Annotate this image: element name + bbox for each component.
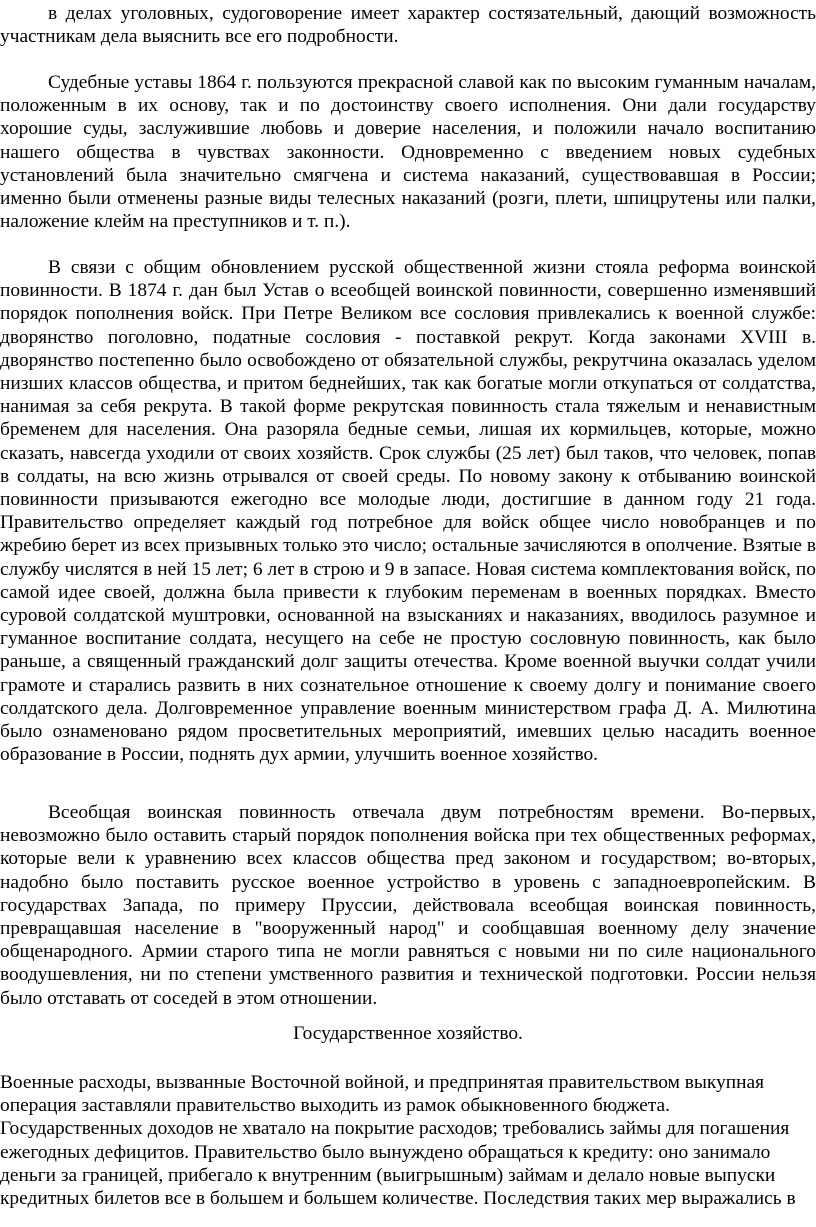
text-line: Государственных доходов не хватало на покрытие расходов; требовались займы для погашения <box>0 1118 790 1140</box>
text-line: кредитных билетов все в большем и большем количестве. Последствия таких мер выражались в <box>0 1188 796 1210</box>
text-line: деньги за границей, прибегало к внутренним (выигрышным) займам и делало новые выпуски <box>0 1164 776 1186</box>
section-heading: Государственное хозяйство. <box>293 1023 523 1044</box>
paragraph-criminal-proceedings: в делах уголовных, судоговорение имеет характер состязательный, дающий возможность участникам дела выяснить все его подробности. <box>0 3 816 48</box>
paragraph-universal-conscription: Всеобщая воинская повинность отвечала двум потребностям времени. Во-первых, невозможно было оставить старый порядок пополнения войска при тех общественных реформах, которые вели к уравнению всех классов общества пред законом и государством; во-вторых, надобно было поставить русское военное устройство в уровень с западноевропейским. В государствах Запада, по примеру Пруссии, действовала всеобщая воинская повинность, превращавшая население в "вооруженный народ" и сообщавшая военному делу значение общенародного. Армии старого типа не могли равняться с новыми ни по силе национального воодушевления, ни по степени умственного развития и технической подготовки. России нельзя было отставать от соседей в этом отношении. <box>0 802 816 1009</box>
text-line: Военные расходы, вызванные Восточной войной, и предпринятая правительством выкупная <box>0 1072 765 1093</box>
paragraph-military-reform: В связи с общим обновлением русской общественной жизни стояла реформа воинской повинности. В 1874 г. дан был Устав о всеобщей воинской повинности, совершенно изменявший порядок пополнения войск. При Петре Великом все сословия привлекались к военной службе: дворянство поголовно, податные сословия - поставкой рекрут. Когда законами XVIII в. дворянство постепенно было освобождено от обязательной службы, рекрутчина оказалась уделом низших классов общества, и притом беднейших, так как богатые могли откупаться от солдатства, нанимая за себя рекрута. В такой форме рекрутская повинность стала тяжелым и ненавистным бременем для населения. Она разоряла бедные семьи, лишая их кормильцев, которые, можно сказать, навсегда уходили от своих хозяйств. Срок службы (25 лет) был таков, что человек, попав в солдаты, на всю жизнь отрывался от своей среды. По новому закону к отбыванию воинской повинности призываются ежегодно все молодые люди, достигшие в данном году 21 года. Правительство определяет каждый год потребное для войск общее число новобранцев и по жребию берет из всех призывных только это число; остальные зачисляются в ополчение. Взятые в службу числятся в ней 15 лет; 6 лет в строю и 9 в запасе. Новая система комплектования войск, по самой идее своей, должна была привести к глубоким переменам в военных порядках. Вместо суровой солдатской муштровки, основанной на взысканиях и наказаниях, вводилось разумное и гуманное воспитание солдата, несущего на себе не простую сословную повинность, как было раньше, а священный гражданский долг защиты отечества. Кроме военной выучки солдат учили грамоте и старались развить в них сознательное отношение к своему долгу и понимание своего солдатского дела. Долговременное управление военным министерством графа Д. А. Милютина было ознаменовано рядом просветительных мероприятий, имевших целью насадить военное образование в России, поднять дух армии, улучшить военное хозяйство. <box>0 257 816 766</box>
text-line: ежегодных дефицитов. Правительство было вынуждено обращаться к кредиту: оно занимало <box>0 1141 771 1163</box>
paragraph-state-economy <box>0 1071 816 1210</box>
text-line: операция заставляли правительство выходить из рамок обыкновенного бюджета. <box>0 1095 670 1117</box>
paragraph-judicial-statutes: Судебные уставы 1864 г. пользуются прекрасной славой как по высоким гуманным началам, положенным в их основу, так и по достоинству своего исполнения. Они дали государству хорошие суды, заслужившие любовь и доверие населения, и положили начало воспитанию нашего общества в чувствах законности. Одновременно с введением новых судебных установлений была значительно смягчена и система наказаний, существовавшая в России; именно были отменены разные виды телесных наказаний (розги, плети, шпицрутены или палки, наложение клейм на преступников и т. п.). <box>0 72 816 233</box>
